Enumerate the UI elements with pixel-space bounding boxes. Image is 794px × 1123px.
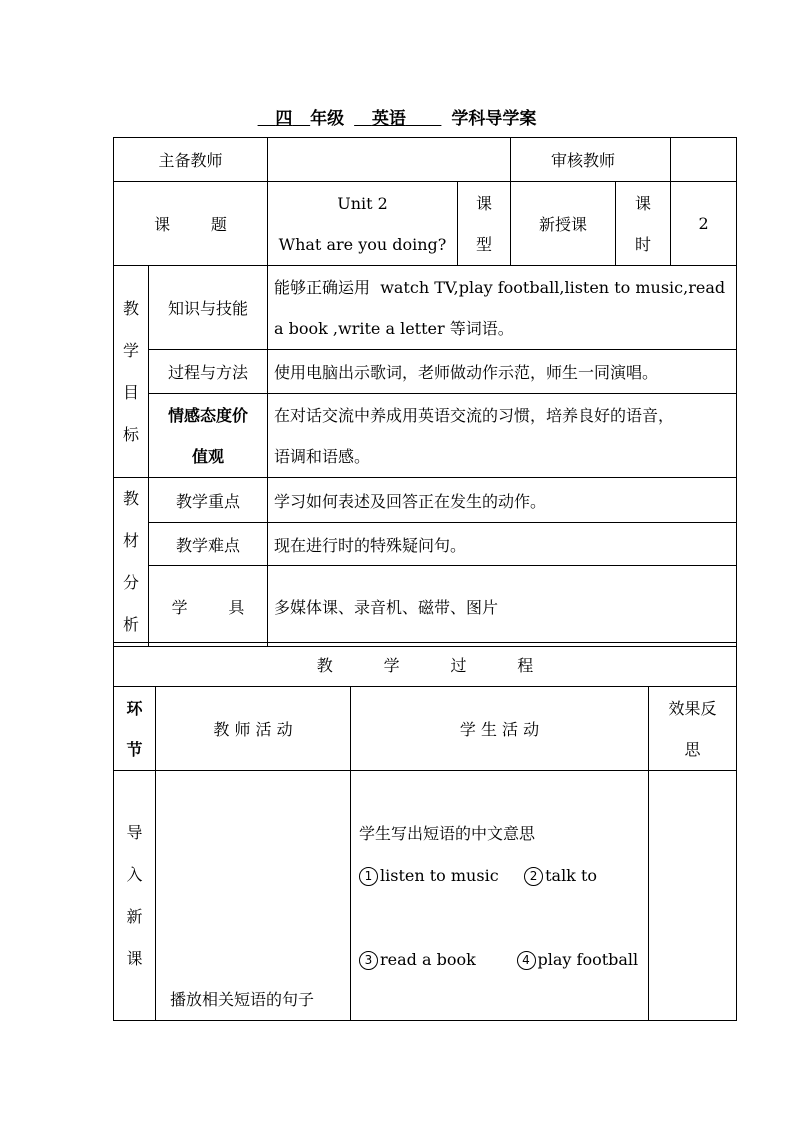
info-table	[113, 137, 737, 647]
grade-underline	[258, 109, 311, 129]
key-point-text: 学习如何表述及回答正在发生的动作。	[268, 478, 737, 523]
reviewer-label: 审核教师	[511, 138, 671, 182]
process-method-text: 使用电脑出示歌词，老师做动作示范，师生一同演唱。	[268, 350, 737, 394]
analysis-group-label	[114, 478, 149, 647]
phrase-2: talk to	[545, 866, 598, 885]
objectives-char-2: 学	[122, 340, 139, 360]
stage-header-2: 节	[126, 739, 143, 759]
circled-number-1: 1	[359, 867, 378, 886]
effect-cell[interactable]	[649, 771, 737, 1021]
student-activity-header: 学 生 活 动	[351, 687, 649, 771]
process-title: 教 学 过 程	[114, 643, 737, 687]
circled-number-2: 2	[524, 867, 543, 886]
subject-value: 英语	[371, 109, 406, 129]
grade-value: 四	[275, 109, 293, 129]
intro-char-1: 导	[126, 822, 143, 842]
intro-char-4: 课	[126, 948, 143, 968]
phrase-1: listen to music	[380, 866, 499, 885]
type-label-1: 课	[476, 193, 493, 213]
hours-label-2: 时	[635, 234, 652, 254]
phrase-row-1	[359, 855, 642, 897]
topic-question: What are you doing?	[278, 234, 447, 254]
subject-underline	[354, 109, 441, 129]
attitude-label-line2: 值观	[192, 446, 225, 466]
attitude-text-line1: 在对话交流中养成用英语交流的习惯，培养良好的语音，	[274, 405, 675, 425]
analysis-char-1: 教	[122, 489, 139, 508]
effect-header-2: 思	[684, 739, 701, 759]
student-intro: 学生写出短语的中文意思	[359, 824, 536, 843]
analysis-char-4: 析	[122, 615, 139, 634]
page-title	[0, 104, 794, 129]
topic-unit: Unit 2	[337, 193, 388, 213]
process-table	[113, 642, 737, 1021]
spacer	[359, 897, 642, 939]
materials-label: 学 具	[149, 566, 268, 647]
phrase-4: play football	[537, 950, 639, 969]
difficulty-label: 教学难点	[149, 523, 268, 566]
stage-header-1: 环	[126, 698, 143, 718]
topic-label: 课 题	[114, 182, 268, 266]
hours-label	[616, 182, 671, 266]
objectives-group-label	[114, 266, 149, 478]
phrase-3: read a book	[380, 950, 476, 969]
hours-value: 2	[671, 182, 737, 266]
knowledge-text	[268, 266, 737, 350]
analysis-char-3: 分	[122, 573, 139, 592]
stage-header	[114, 687, 156, 771]
hours-label-1: 课	[635, 193, 652, 213]
objectives-char-4: 标	[122, 424, 139, 444]
circled-number-3: 3	[359, 951, 378, 970]
knowledge-label: 知识与技能	[149, 266, 268, 350]
grade-suffix: 年级	[310, 109, 345, 129]
phrase-row-2	[359, 939, 642, 981]
attitude-label-line1: 情感态度价	[168, 405, 249, 425]
student-activity	[351, 771, 649, 1021]
intro-stage-label	[114, 771, 156, 1021]
attitude-text-line2: 语调和语感。	[274, 446, 371, 466]
difficulty-text: 现在进行时的特殊疑问句。	[268, 523, 737, 566]
circled-number-4: 4	[517, 951, 536, 970]
intro-char-3: 新	[126, 906, 143, 926]
type-value: 新授课	[511, 182, 616, 266]
teacher-activity-header: 教 师 活 动	[156, 687, 351, 771]
knowledge-text-line1: 能够正确运用 watch TV,play football,listen to music,read	[274, 277, 726, 297]
effect-header	[649, 687, 737, 771]
effect-header-1: 效果反	[668, 698, 717, 718]
main-teacher-field[interactable]	[268, 138, 511, 182]
main-teacher-label: 主备教师	[114, 138, 268, 182]
analysis-char-2: 材	[122, 531, 139, 550]
knowledge-text-line2: a book ,write a letter 等词语。	[274, 318, 514, 338]
reviewer-field[interactable]	[671, 138, 737, 182]
teacher-activity: 播放相关短语的句子	[156, 771, 351, 1021]
objectives-char-1: 教	[122, 298, 139, 318]
type-label	[458, 182, 511, 266]
type-label-2: 型	[476, 234, 493, 254]
objectives-char-3: 目	[122, 382, 139, 402]
key-point-label: 教学重点	[149, 478, 268, 523]
process-method-label: 过程与方法	[149, 350, 268, 394]
intro-char-2: 入	[126, 864, 143, 884]
doc-type: 学科导学案	[451, 109, 537, 129]
materials-text: 多媒体课、录音机、磁带、图片	[268, 566, 737, 647]
topic-value	[268, 182, 458, 266]
attitude-text	[268, 394, 737, 478]
attitude-label	[149, 394, 268, 478]
